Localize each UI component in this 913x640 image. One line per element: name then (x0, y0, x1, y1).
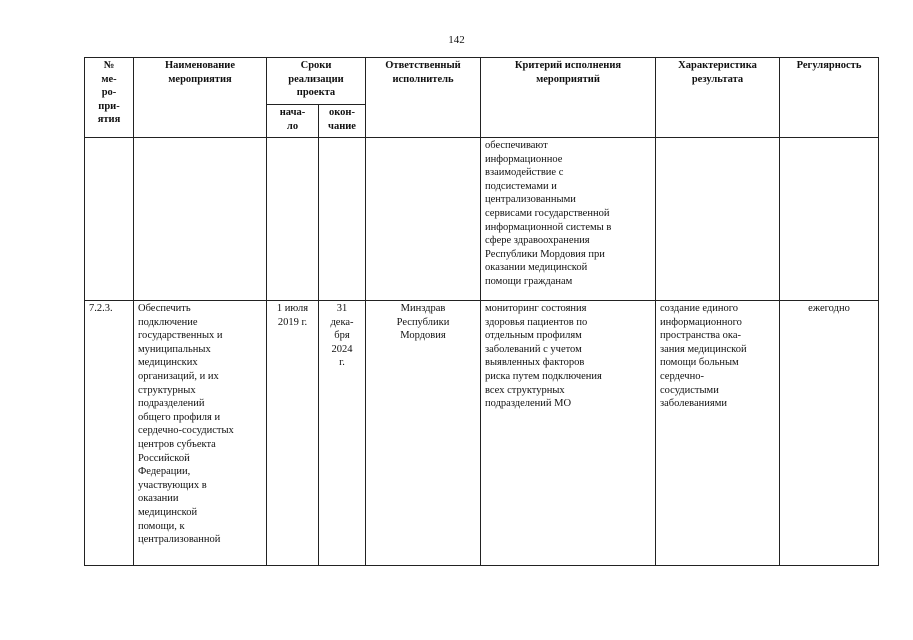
cell-end (319, 138, 366, 301)
cell-name: Обеспечить подключение государственных и муниципальных медицинских организаций, и их структурных подразделений общего профиля и сердечно-сосудистых центров субъекта Российской Федерации, участвующих в оказании медицинской помощи, к централизованной (134, 301, 267, 566)
cell-responsible: Минздрав Республики Мордовия (366, 301, 481, 566)
header-row (85, 58, 879, 105)
header-result: Характеристика результата (656, 58, 780, 138)
cell-result (656, 138, 780, 301)
cell-result: создание единого информационного пространства ока- зания медицинской помощи больным сердечно- сосудистыми заболеваниями (656, 301, 780, 566)
cell-num: 7.2.3. (85, 301, 134, 566)
page-number: 142 (448, 34, 465, 46)
cell-name (134, 138, 267, 301)
header-criterion: Критерий исполнения мероприятий (481, 58, 656, 138)
cell-start: 1 июля 2019 г. (267, 301, 319, 566)
header-name: Наименование мероприятия (134, 58, 267, 138)
cell-regularity: ежегодно (780, 301, 879, 566)
cell-start (267, 138, 319, 301)
header-end: окон- чание (319, 105, 366, 138)
header-regularity: Регулярность (780, 58, 879, 138)
header-start: нача- ло (267, 105, 319, 138)
header-period: Сроки реализации проекта (267, 58, 366, 105)
cell-criterion: мониторинг состояния здоровья пациентов по отдельным профилям заболеваний с учетом выявленных факторов риска путем подключения всех структурных подразделений МО (481, 301, 656, 566)
cell-regularity (780, 138, 879, 301)
cell-criterion: обеспечивают информационное взаимодействие с подсистемами и централизованными сервисами государственной информационной системы в сфере здравоохранения Республики Мордовия при оказании медицинской помощи гражданам (481, 138, 656, 301)
cell-responsible (366, 138, 481, 301)
table-row-7-2-3 (85, 301, 879, 566)
cell-num (85, 138, 134, 301)
measures-table (84, 57, 879, 566)
cell-end: 31 дека- бря 2024 г. (319, 301, 366, 566)
header-number: № ме- ро- при- ятия (85, 58, 134, 138)
header-responsible: Ответственный исполнитель (366, 58, 481, 138)
table-row-continued (85, 138, 879, 301)
